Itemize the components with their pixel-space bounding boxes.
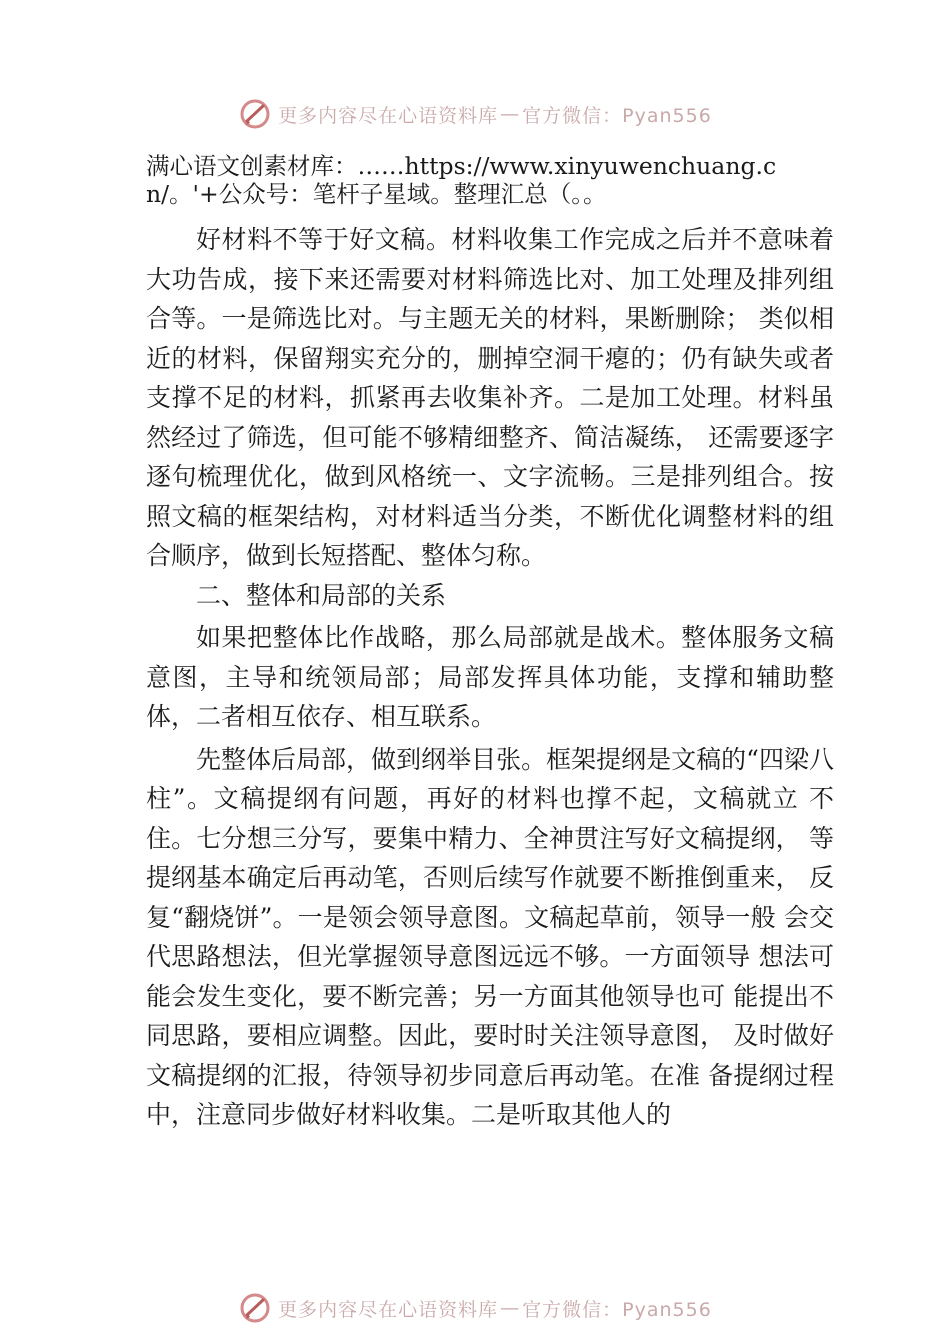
paragraph: 如果把整体比作战略，那么局部就是战术。整体服务文稿意图，主导和统领局部；局部发挥具体功能，支撑和辅助整体，二者相互依存、相互联系。	[146, 623, 834, 731]
header-banner-separator: —	[500, 103, 521, 125]
footer-banner-text: 更多内容尽在心语资料库	[278, 1298, 499, 1321]
logo-icon	[238, 1291, 272, 1325]
paragraph: 先整体后局部，做到纲举目张。框架提纲是文稿的“四梁八柱”。文稿提纲有问题，再好的材料也撑不起，文稿就立 不住。七分想三分写，要集中精力、全神贯注写好文稿提纲， 等提纲基本确定后再动笔，否则后续写作就要不断推倒重来， 反复“翻烧饼”。一是领会领导意图。文稿起草前，领导一般 会交代思路想法，但光掌握领导意图远远不够。一方面领导 想法可能会发生变化，要不断完善；另一方面其他领导也可 能提出不同思路，要相应调整。因此，要时时关注领导意图， 及时做好文稿提纲的汇报，待领导初步同意后再动笔。在准 备提纲过程中，注意同步做好材料收集。二是听取其他人的	[146, 744, 834, 1129]
logo-icon	[238, 97, 272, 131]
section-heading: 二、整体和局部的关系	[196, 580, 447, 610]
footer-banner-wechat: 官方微信：Pyan556	[522, 1298, 712, 1321]
source-line: 满心语文创素材库：……https://www.xinyuwenchuang.cn/。'+公众号：笔杆子星域。整理汇总（。。	[146, 152, 777, 208]
header-banner-text: 更多内容尽在心语资料库	[278, 104, 499, 127]
header-banner-wechat: 官方微信：Pyan556	[522, 104, 712, 127]
paragraph: 好材料不等于好文稿。材料收集工作完成之后并不意味着大功告成，接下来还需要对材料筛选比对、加工处理及排列组合等。一是筛选比对。与主题无关的材料，果断删除； 类似相近的材料，保留翔实充分的，删掉空洞干瘪的；仍有缺失或者支撑不足的材料，抓紧再去收集补齐。二是加工处理。材料虽然经过了筛选，但可能不够精细整齐、简洁凝练， 还需要逐字逐句梳理优化，做到风格统一、文字流畅。三是排列组合。按照文稿的框架结构，对材料适当分类，不断优化调整材料的组合顺序，做到长短搭配、整体匀称。	[146, 225, 834, 570]
header-banner	[0, 94, 950, 134]
footer-banner-separator: —	[500, 1297, 521, 1319]
footer-banner	[0, 1288, 950, 1328]
document-body	[146, 152, 834, 1135]
